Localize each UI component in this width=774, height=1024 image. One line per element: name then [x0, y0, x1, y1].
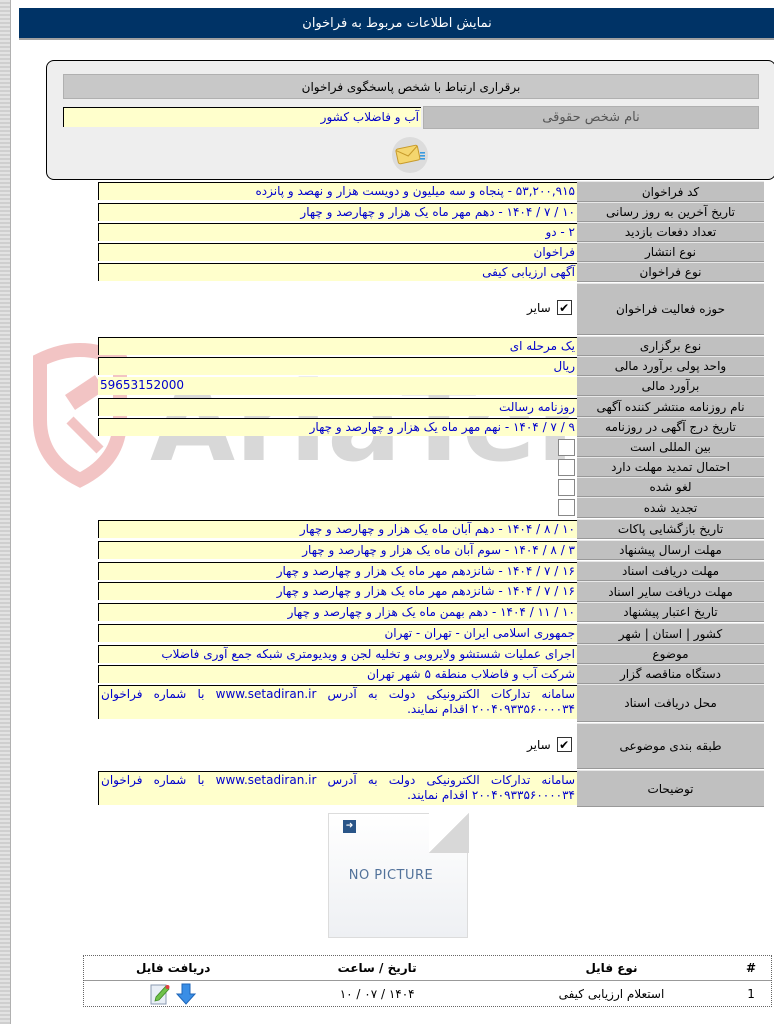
label-classification: طبقه بندی موضوعی [577, 723, 764, 769]
contact-panel [46, 60, 774, 180]
page-header [19, 8, 774, 40]
envelope-icon[interactable] [392, 137, 428, 173]
row-num: 1 [747, 987, 755, 1001]
label-international: بین المللی است [577, 437, 764, 457]
page-title: نمایش اطلاعات مربوط به فراخوان [302, 15, 492, 31]
label-call-type: نوع فراخوان [577, 262, 764, 282]
row-date: ۱۴۰۴ / ۰۷ / ۱۰ [339, 987, 415, 1001]
value-subject: اجرای عملیات شستشو ولایروبی و تخلیه لجن و ویدیومتری شبکه جمع آوری فاضلاب [98, 645, 577, 663]
label-newspaper-date: تاریخ درج آگهی در روزنامه [577, 417, 764, 437]
value-estimate: 59653152000 [98, 377, 577, 395]
label-extension-possible: احتمال تمدید مهلت دارد [577, 457, 764, 477]
activity-area-option-label: سایر [527, 300, 551, 315]
label-code: کد فراخوان [577, 181, 764, 202]
label-visits: تعداد دفعات بازدید [577, 222, 764, 242]
value-call-type: آگهی ارزیابی کیفی [98, 263, 577, 281]
value-opening-date: ۱۰ / ۸ / ۱۴۰۴ - دهم آبان ماه یک هزار و چهارصد و چهار [98, 520, 577, 538]
renewed-checkbox[interactable] [558, 499, 575, 516]
value-description: سامانه تدارکات الکترونیکی دولت به آدرس www.setadiran.ir با شماره فراخوان ۲۰۰۴۰۹۳۳۵۶۰۰۰۰۳۴ اقدام نمایند. [98, 771, 577, 805]
arrow-badge-icon: ➜ [343, 820, 356, 833]
files-table [83, 955, 772, 1007]
label-currency: واحد پولی برآورد مالی [577, 356, 764, 376]
label-opening-date: تاریخ بازگشایی پاکات [577, 519, 764, 539]
header-num: # [746, 961, 757, 975]
label-newspaper: نام روزنامه منتشر کننده آگهی [577, 396, 764, 417]
value-code: ۵۳,۲۰۰,۹۱۵ - پنجاه و سه میلیون و دویست هزار و نهصد و پانزده [98, 182, 577, 200]
extension-possible-checkbox[interactable] [558, 459, 575, 476]
value-validity-date: ۱۰ / ۱۱ / ۱۴۰۴ - دهم بهمن ماه یک هزار و چهارصد و چهار [98, 603, 577, 621]
label-validity-date: تاریخ اعتبار پیشنهاد [577, 602, 764, 622]
value-visits: ۲ - دو [98, 223, 577, 241]
contact-responder-button[interactable]: برقراری ارتباط با شخص پاسخگوی فراخوان [63, 74, 759, 99]
legal-person-value: آب و فاضلاب کشور [63, 107, 421, 127]
header-date: تاریخ / ساعت [337, 961, 417, 975]
label-estimate: برآورد مالی [577, 376, 764, 396]
activity-area-checkbox[interactable]: ✔ [557, 300, 572, 315]
international-checkbox[interactable] [558, 439, 575, 456]
classification-option [527, 737, 572, 752]
value-newspaper: روزنامه رسالت [98, 398, 577, 416]
label-location: کشور | استان | شهر [577, 623, 764, 644]
legal-person-label: نام شخص حقوقی [423, 106, 759, 129]
label-other-doc-deadline: مهلت دریافت سایر اسناد [577, 581, 764, 602]
value-publish-type: فراخوان [98, 243, 577, 261]
value-submit-deadline: ۳ / ۸ / ۱۴۰۴ - سوم آبان ماه یک هزار و چهارصد و چهار [98, 541, 577, 559]
value-newspaper-date: ۹ / ۷ / ۱۴۰۴ - نهم مهر ماه یک هزار و چهارصد و چهار [98, 418, 577, 436]
cancelled-checkbox[interactable] [558, 479, 575, 496]
value-doc-deadline: ۱۶ / ۷ / ۱۴۰۴ - شانزدهم مهر ماه یک هزار و چهارصد و چهار [98, 562, 577, 580]
label-description: توضیحات [577, 770, 764, 807]
classification-option-label: سایر [527, 737, 551, 752]
label-subject: موضوع [577, 644, 764, 664]
label-activity-area: حوزه فعالیت فراخوان [577, 283, 764, 335]
page-fold-corner [429, 813, 469, 853]
label-cancelled: لغو شده [577, 477, 764, 497]
value-other-doc-deadline: ۱۶ / ۷ / ۱۴۰۴ - شانزدهم مهر ماه یک هزار و چهارصد و چهار [98, 582, 577, 600]
header-download: دریافت فایل [136, 961, 211, 975]
table-row [84, 981, 771, 1007]
classification-checkbox[interactable]: ✔ [557, 737, 572, 752]
value-last-update: ۱۰ / ۷ / ۱۴۰۴ - دهم مهر ماه یک هزار و چهارصد و چهار [98, 203, 577, 221]
left-border-strip [0, 0, 10, 1024]
header-file-type: نوع فایل [585, 961, 638, 975]
no-picture-text: NO PICTURE [348, 868, 434, 883]
label-submit-deadline: مهلت ارسال پیشنهاد [577, 540, 764, 560]
download-arrow-icon[interactable] [174, 982, 198, 1006]
label-publish-type: نوع انتشار [577, 242, 764, 262]
label-organizer: دستگاه مناقصه گزار [577, 664, 764, 684]
label-holding-type: نوع برگزاری [577, 336, 764, 356]
activity-area-option [527, 300, 572, 315]
edit-document-icon[interactable] [148, 982, 172, 1006]
row-file-type: استعلام ارزیابی کیفی [558, 987, 665, 1001]
label-renewed: تجدید شده [577, 497, 764, 518]
label-doc-deadline: مهلت دریافت اسناد [577, 561, 764, 581]
label-doc-location: محل دریافت اسناد [577, 684, 764, 722]
files-table-header [84, 956, 771, 981]
value-location: جمهوری اسلامی ایران - تهران - تهران [98, 624, 577, 642]
row-download-cell [84, 982, 262, 1006]
label-last-update: تاریخ آخرین به روز رسانی [577, 202, 764, 222]
value-holding-type: یک مرحله ای [98, 337, 577, 355]
value-currency: ریال [98, 357, 577, 375]
value-organizer: شرکت آب و فاضلاب منطقه ۵ شهر تهران [98, 665, 577, 683]
value-doc-location: سامانه تدارکات الکترونیکی دولت به آدرس www.setadiran.ir با شماره فراخوان ۲۰۰۴۰۹۳۳۵۶۰۰۰۰۳۴ اقدام نمایند. [98, 685, 577, 719]
